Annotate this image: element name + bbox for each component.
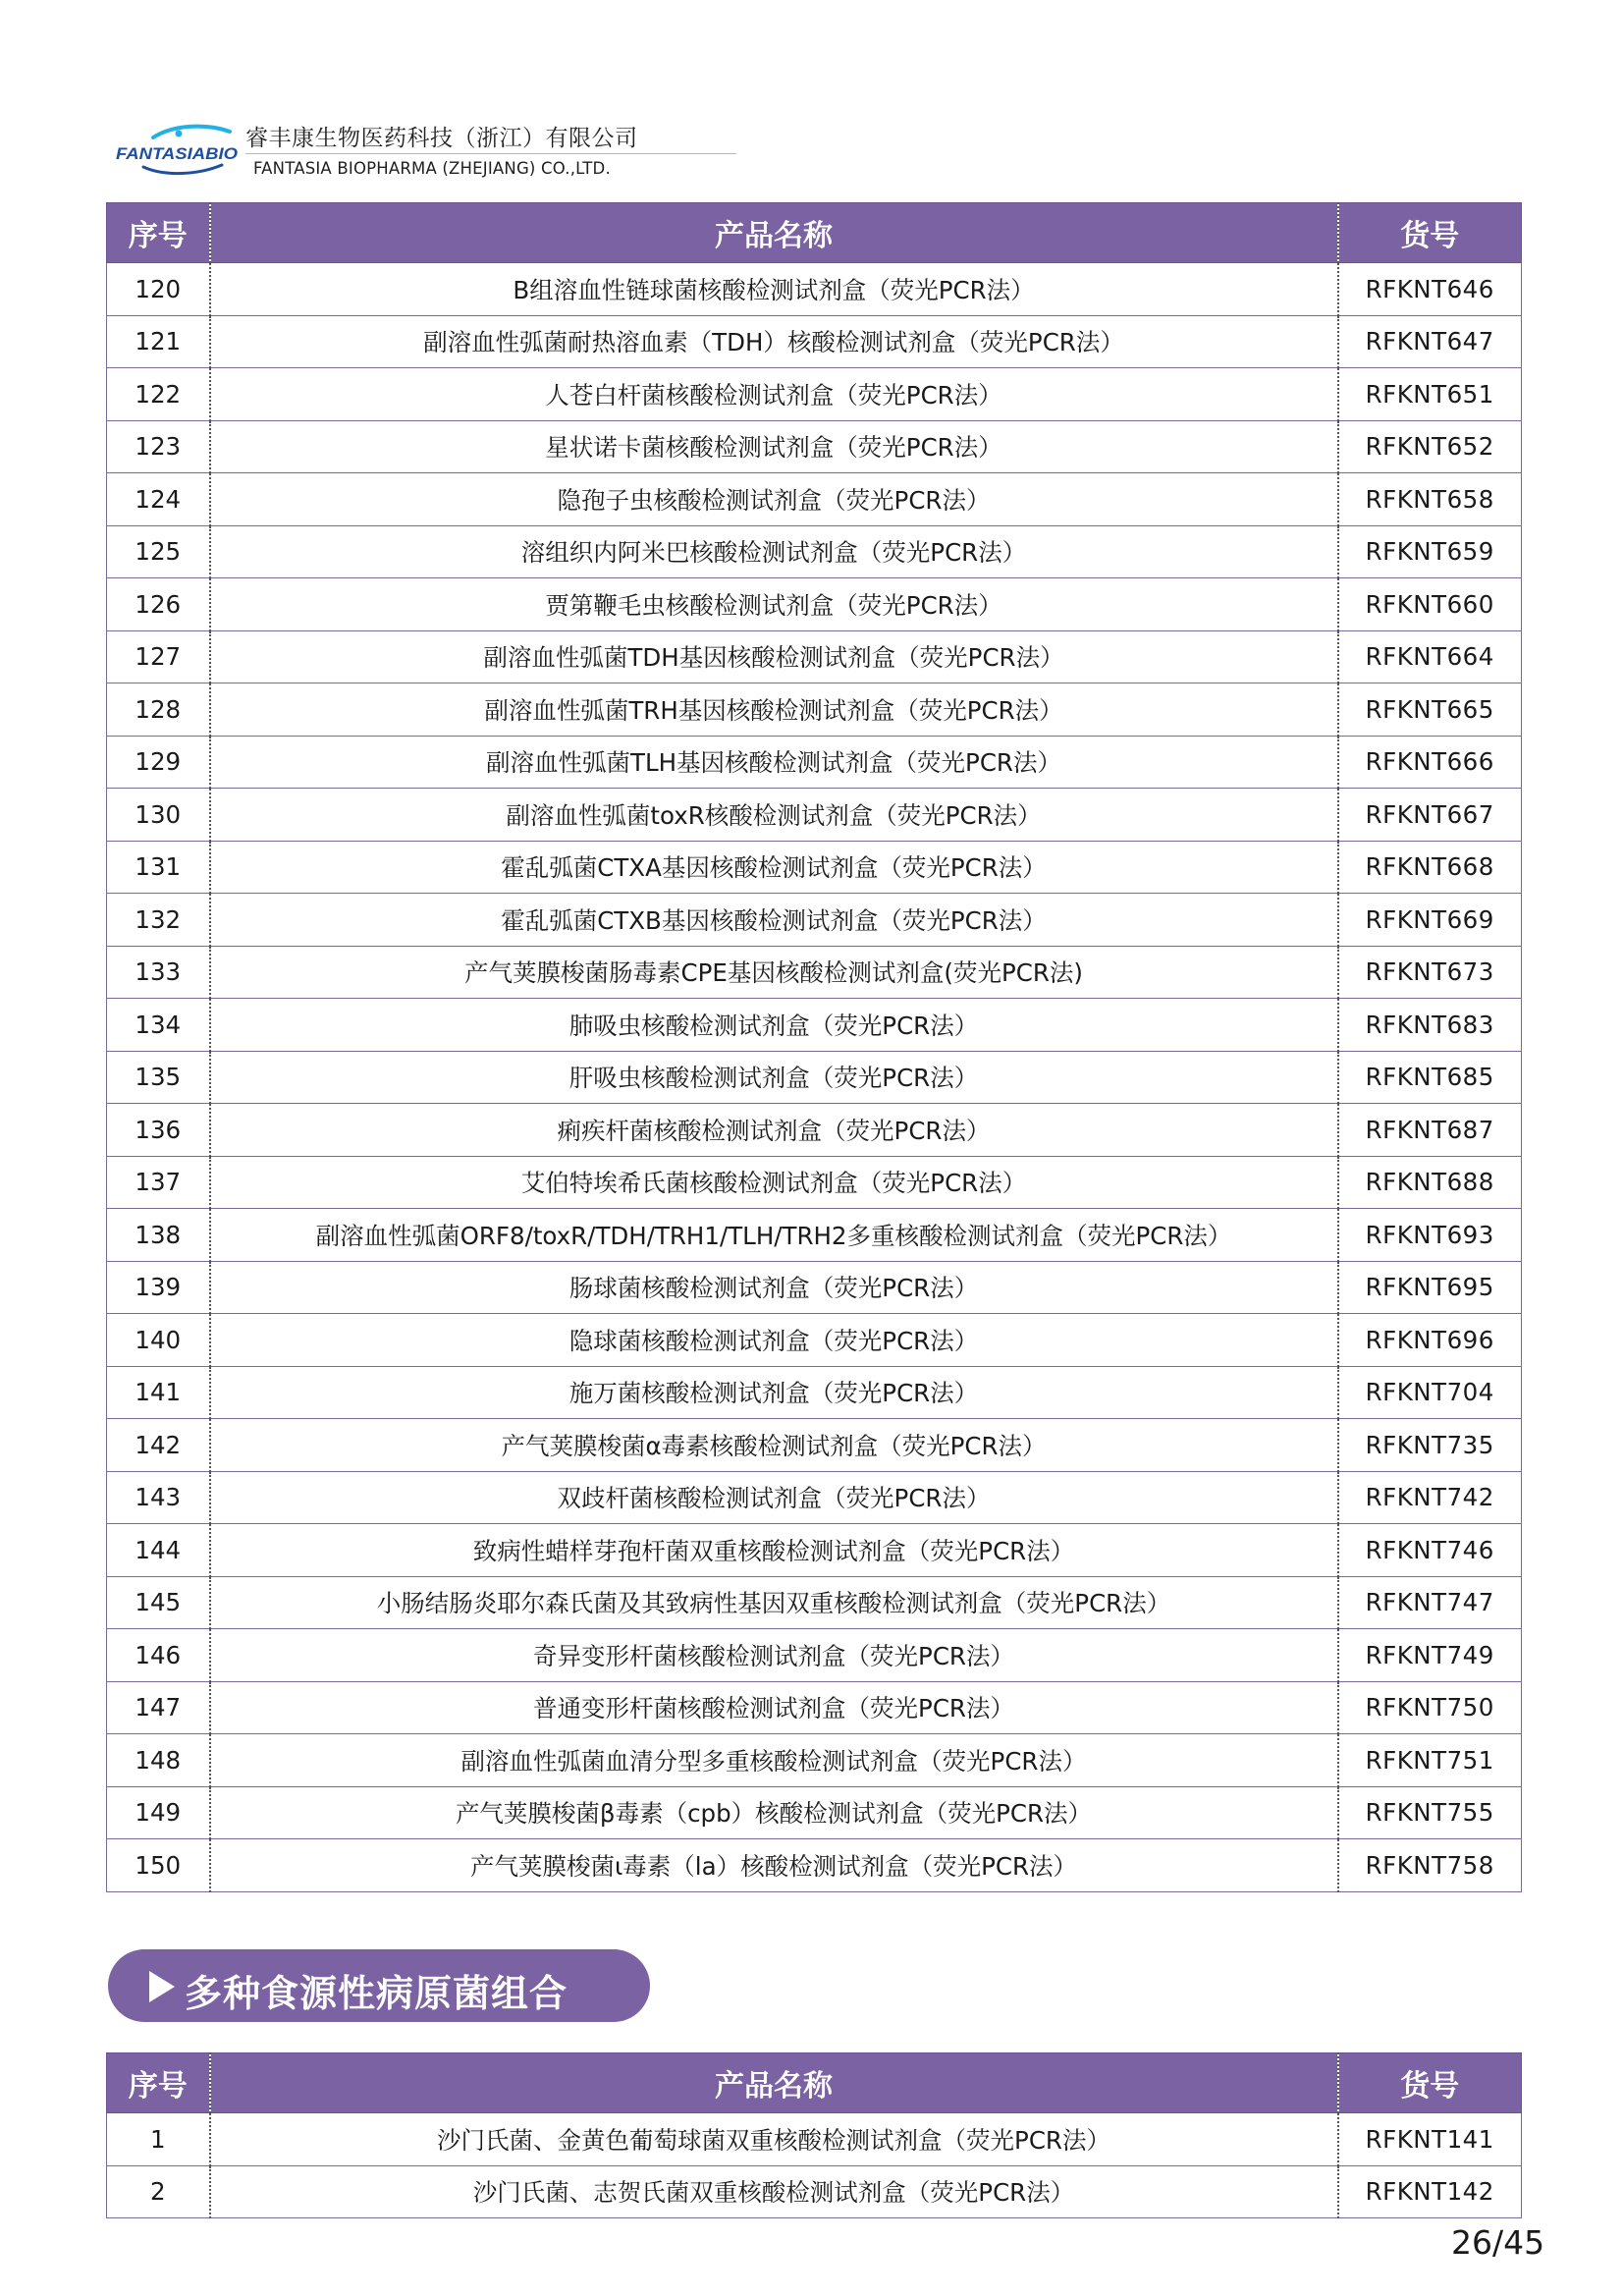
table-row xyxy=(107,525,1522,578)
catalog-no-cell: RFKNT664 xyxy=(1338,630,1522,683)
product-name-cell: 产气荚膜梭菌α毒素核酸检测试剂盒（荧光PCR法） xyxy=(210,1419,1338,1472)
catalog-no-cell: RFKNT668 xyxy=(1338,841,1522,894)
table-row xyxy=(107,946,1522,999)
catalog-no-cell: RFKNT749 xyxy=(1338,1629,1522,1682)
product-name-cell: 奇异变形杆菌核酸检测试剂盒（荧光PCR法） xyxy=(210,1629,1338,1682)
product-name-cell: 艾伯特埃希氏菌核酸检测试剂盒（荧光PCR法） xyxy=(210,1156,1338,1209)
table-row xyxy=(107,1524,1522,1577)
catalog-no-cell: RFKNT647 xyxy=(1338,315,1522,368)
table-row xyxy=(107,2113,1522,2166)
serial-cell: 138 xyxy=(107,1209,210,1262)
product-name-cell: 双歧杆菌核酸检测试剂盒（荧光PCR法） xyxy=(210,1471,1338,1524)
serial-cell: 129 xyxy=(107,736,210,789)
product-name-cell: 产气荚膜梭菌β毒素（cpb）核酸检测试剂盒（荧光PCR法） xyxy=(210,1786,1338,1839)
product-name-cell: 沙门氏菌、志贺氏菌双重核酸检测试剂盒（荧光PCR法） xyxy=(210,2165,1338,2218)
section-title: 多种食源性病原菌组合 xyxy=(185,1972,568,2015)
product-name-cell: 副溶血性弧菌ORF8/toxR/TDH/TRH1/TLH/TRH2多重核酸检测试剂盒（荧光PCR法） xyxy=(210,1209,1338,1262)
table-row xyxy=(107,420,1522,473)
table-row xyxy=(107,1786,1522,1839)
serial-cell: 131 xyxy=(107,841,210,894)
product-name-cell: 肝吸虫核酸检测试剂盒（荧光PCR法） xyxy=(210,1051,1338,1104)
product-name-cell: 致病性蜡样芽孢杆菌双重核酸检测试剂盒（荧光PCR法） xyxy=(210,1524,1338,1577)
serial-cell: 127 xyxy=(107,630,210,683)
serial-cell: 126 xyxy=(107,578,210,631)
product-name-cell: 副溶血性弧菌toxR核酸检测试剂盒（荧光PCR法） xyxy=(210,789,1338,842)
table-body xyxy=(107,2113,1522,2218)
serial-cell: 1 xyxy=(107,2113,210,2166)
table-row xyxy=(107,1314,1522,1367)
catalog-no-cell: RFKNT683 xyxy=(1338,999,1522,1052)
serial-cell: 120 xyxy=(107,263,210,316)
header-serial: 序号 xyxy=(107,2053,210,2113)
product-name-cell: 副溶血性弧菌耐热溶血素（TDH）核酸检测试剂盒（荧光PCR法） xyxy=(210,315,1338,368)
product-name-cell: 星状诺卡菌核酸检测试剂盒（荧光PCR法） xyxy=(210,420,1338,473)
product-name-cell: 沙门氏菌、金黄色葡萄球菌双重核酸检测试剂盒（荧光PCR法） xyxy=(210,2113,1338,2166)
table-row xyxy=(107,1156,1522,1209)
table-row xyxy=(107,1366,1522,1419)
serial-cell: 121 xyxy=(107,315,210,368)
product-name-cell: 施万菌核酸检测试剂盒（荧光PCR法） xyxy=(210,1366,1338,1419)
table-row xyxy=(107,630,1522,683)
page-header xyxy=(114,110,638,189)
table-row xyxy=(107,263,1522,316)
header-product-name: 产品名称 xyxy=(210,203,1338,263)
serial-cell: 132 xyxy=(107,894,210,947)
serial-cell: 122 xyxy=(107,368,210,421)
product-name-cell: 产气荚膜梭菌肠毒素CPE基因核酸检测试剂盒(荧光PCR法) xyxy=(210,946,1338,999)
product-name-cell: 溶组织内阿米巴核酸检测试剂盒（荧光PCR法） xyxy=(210,525,1338,578)
catalog-no-cell: RFKNT750 xyxy=(1338,1681,1522,1734)
product-name-cell: 肠球菌核酸检测试剂盒（荧光PCR法） xyxy=(210,1261,1338,1314)
catalog-no-cell: RFKNT735 xyxy=(1338,1419,1522,1472)
serial-cell: 2 xyxy=(107,2165,210,2218)
serial-cell: 150 xyxy=(107,1839,210,1892)
header-serial: 序号 xyxy=(107,203,210,263)
fantasiabio-logo xyxy=(114,120,240,179)
product-name-cell: 副溶血性弧菌血清分型多重核酸检测试剂盒（荧光PCR法） xyxy=(210,1734,1338,1787)
table-row xyxy=(107,999,1522,1052)
catalog-no-cell: RFKNT666 xyxy=(1338,736,1522,789)
catalog-no-cell: RFKNT704 xyxy=(1338,1366,1522,1419)
product-name-cell: 人苍白杆菌核酸检测试剂盒（荧光PCR法） xyxy=(210,368,1338,421)
header-product-name: 产品名称 xyxy=(210,2053,1338,2113)
serial-cell: 144 xyxy=(107,1524,210,1577)
table-header-row xyxy=(107,203,1522,263)
serial-cell: 149 xyxy=(107,1786,210,1839)
company-name-cn: 睿丰康生物医药科技（浙江）有限公司 xyxy=(245,126,638,151)
serial-cell: 143 xyxy=(107,1471,210,1524)
table-row xyxy=(107,1419,1522,1472)
product-name-cell: 普通变形杆菌核酸检测试剂盒（荧光PCR法） xyxy=(210,1681,1338,1734)
table-row xyxy=(107,789,1522,842)
catalog-no-cell: RFKNT685 xyxy=(1338,1051,1522,1104)
header-catalog-no: 货号 xyxy=(1338,203,1522,263)
header-divider xyxy=(245,153,736,154)
serial-cell: 141 xyxy=(107,1366,210,1419)
table-row xyxy=(107,1209,1522,1262)
product-name-cell: 隐球菌核酸检测试剂盒（荧光PCR法） xyxy=(210,1314,1338,1367)
table-row xyxy=(107,683,1522,737)
catalog-no-cell: RFKNT658 xyxy=(1338,473,1522,526)
catalog-no-cell: RFKNT751 xyxy=(1338,1734,1522,1787)
table-row xyxy=(107,1576,1522,1629)
catalog-no-cell: RFKNT695 xyxy=(1338,1261,1522,1314)
product-name-cell: 贾第鞭毛虫核酸检测试剂盒（荧光PCR法） xyxy=(210,578,1338,631)
product-name-cell: 副溶血性弧菌TLH基因核酸检测试剂盒（荧光PCR法） xyxy=(210,736,1338,789)
serial-cell: 146 xyxy=(107,1629,210,1682)
catalog-no-cell: RFKNT755 xyxy=(1338,1786,1522,1839)
catalog-no-cell: RFKNT646 xyxy=(1338,263,1522,316)
catalog-no-cell: RFKNT660 xyxy=(1338,578,1522,631)
product-name-cell: 小肠结肠炎耶尔森氏菌及其致病性基因双重核酸检测试剂盒（荧光PCR法） xyxy=(210,1576,1338,1629)
catalog-no-cell: RFKNT142 xyxy=(1338,2165,1522,2218)
page-number: 26/45 xyxy=(1451,2223,1545,2262)
catalog-no-cell: RFKNT667 xyxy=(1338,789,1522,842)
serial-cell: 125 xyxy=(107,525,210,578)
table-row xyxy=(107,1629,1522,1682)
serial-cell: 130 xyxy=(107,789,210,842)
serial-cell: 128 xyxy=(107,683,210,737)
product-name-cell: 肺吸虫核酸检测试剂盒（荧光PCR法） xyxy=(210,999,1338,1052)
catalog-no-cell: RFKNT747 xyxy=(1338,1576,1522,1629)
table-row xyxy=(107,1104,1522,1157)
product-table-1 xyxy=(106,202,1522,1892)
serial-cell: 139 xyxy=(107,1261,210,1314)
product-table-2 xyxy=(106,2052,1522,2218)
product-name-cell: 产气荚膜梭菌ι毒素（la）核酸检测试剂盒（荧光PCR法） xyxy=(210,1839,1338,1892)
serial-cell: 136 xyxy=(107,1104,210,1157)
product-name-cell: 霍乱弧菌CTXA基因核酸检测试剂盒（荧光PCR法） xyxy=(210,841,1338,894)
serial-cell: 147 xyxy=(107,1681,210,1734)
product-name-cell: B组溶血性链球菌核酸检测试剂盒（荧光PCR法） xyxy=(210,263,1338,316)
table-row xyxy=(107,368,1522,421)
serial-cell: 135 xyxy=(107,1051,210,1104)
product-name-cell: 隐孢子虫核酸检测试剂盒（荧光PCR法） xyxy=(210,473,1338,526)
section-heading xyxy=(108,1949,650,2022)
table-row xyxy=(107,578,1522,631)
table-body xyxy=(107,263,1522,1892)
catalog-no-cell: RFKNT742 xyxy=(1338,1471,1522,1524)
table-row xyxy=(107,736,1522,789)
catalog-no-cell: RFKNT659 xyxy=(1338,525,1522,578)
table-header-row xyxy=(107,2053,1522,2113)
table-row xyxy=(107,894,1522,947)
table-row xyxy=(107,315,1522,368)
table-row xyxy=(107,1734,1522,1787)
logo-wordmark: FANTASIABIO xyxy=(116,144,238,163)
table-row xyxy=(107,841,1522,894)
catalog-no-cell: RFKNT669 xyxy=(1338,894,1522,947)
catalog-no-cell: RFKNT665 xyxy=(1338,683,1522,737)
catalog-no-cell: RFKNT758 xyxy=(1338,1839,1522,1892)
serial-cell: 142 xyxy=(107,1419,210,1472)
serial-cell: 148 xyxy=(107,1734,210,1787)
table-row xyxy=(107,1261,1522,1314)
table-row xyxy=(107,1471,1522,1524)
table-row xyxy=(107,1681,1522,1734)
serial-cell: 140 xyxy=(107,1314,210,1367)
triangle-icon xyxy=(149,1971,175,2002)
serial-cell: 123 xyxy=(107,420,210,473)
catalog-no-cell: RFKNT652 xyxy=(1338,420,1522,473)
table-row xyxy=(107,473,1522,526)
serial-cell: 134 xyxy=(107,999,210,1052)
table-row xyxy=(107,1839,1522,1892)
serial-cell: 124 xyxy=(107,473,210,526)
serial-cell: 145 xyxy=(107,1576,210,1629)
table-row xyxy=(107,2165,1522,2218)
catalog-no-cell: RFKNT687 xyxy=(1338,1104,1522,1157)
company-name-en: FANTASIA BIOPHARMA (ZHEJIANG) CO.,LTD. xyxy=(253,159,611,178)
catalog-no-cell: RFKNT141 xyxy=(1338,2113,1522,2166)
catalog-no-cell: RFKNT688 xyxy=(1338,1156,1522,1209)
catalog-no-cell: RFKNT746 xyxy=(1338,1524,1522,1577)
catalog-no-cell: RFKNT651 xyxy=(1338,368,1522,421)
serial-cell: 137 xyxy=(107,1156,210,1209)
product-name-cell: 副溶血性弧菌TDH基因核酸检测试剂盒（荧光PCR法） xyxy=(210,630,1338,683)
product-name-cell: 霍乱弧菌CTXB基因核酸检测试剂盒（荧光PCR法） xyxy=(210,894,1338,947)
product-name-cell: 痢疾杆菌核酸检测试剂盒（荧光PCR法） xyxy=(210,1104,1338,1157)
table-row xyxy=(107,1051,1522,1104)
catalog-no-cell: RFKNT693 xyxy=(1338,1209,1522,1262)
header-catalog-no: 货号 xyxy=(1338,2053,1522,2113)
product-name-cell: 副溶血性弧菌TRH基因核酸检测试剂盒（荧光PCR法） xyxy=(210,683,1338,737)
catalog-no-cell: RFKNT696 xyxy=(1338,1314,1522,1367)
catalog-no-cell: RFKNT673 xyxy=(1338,946,1522,999)
serial-cell: 133 xyxy=(107,946,210,999)
